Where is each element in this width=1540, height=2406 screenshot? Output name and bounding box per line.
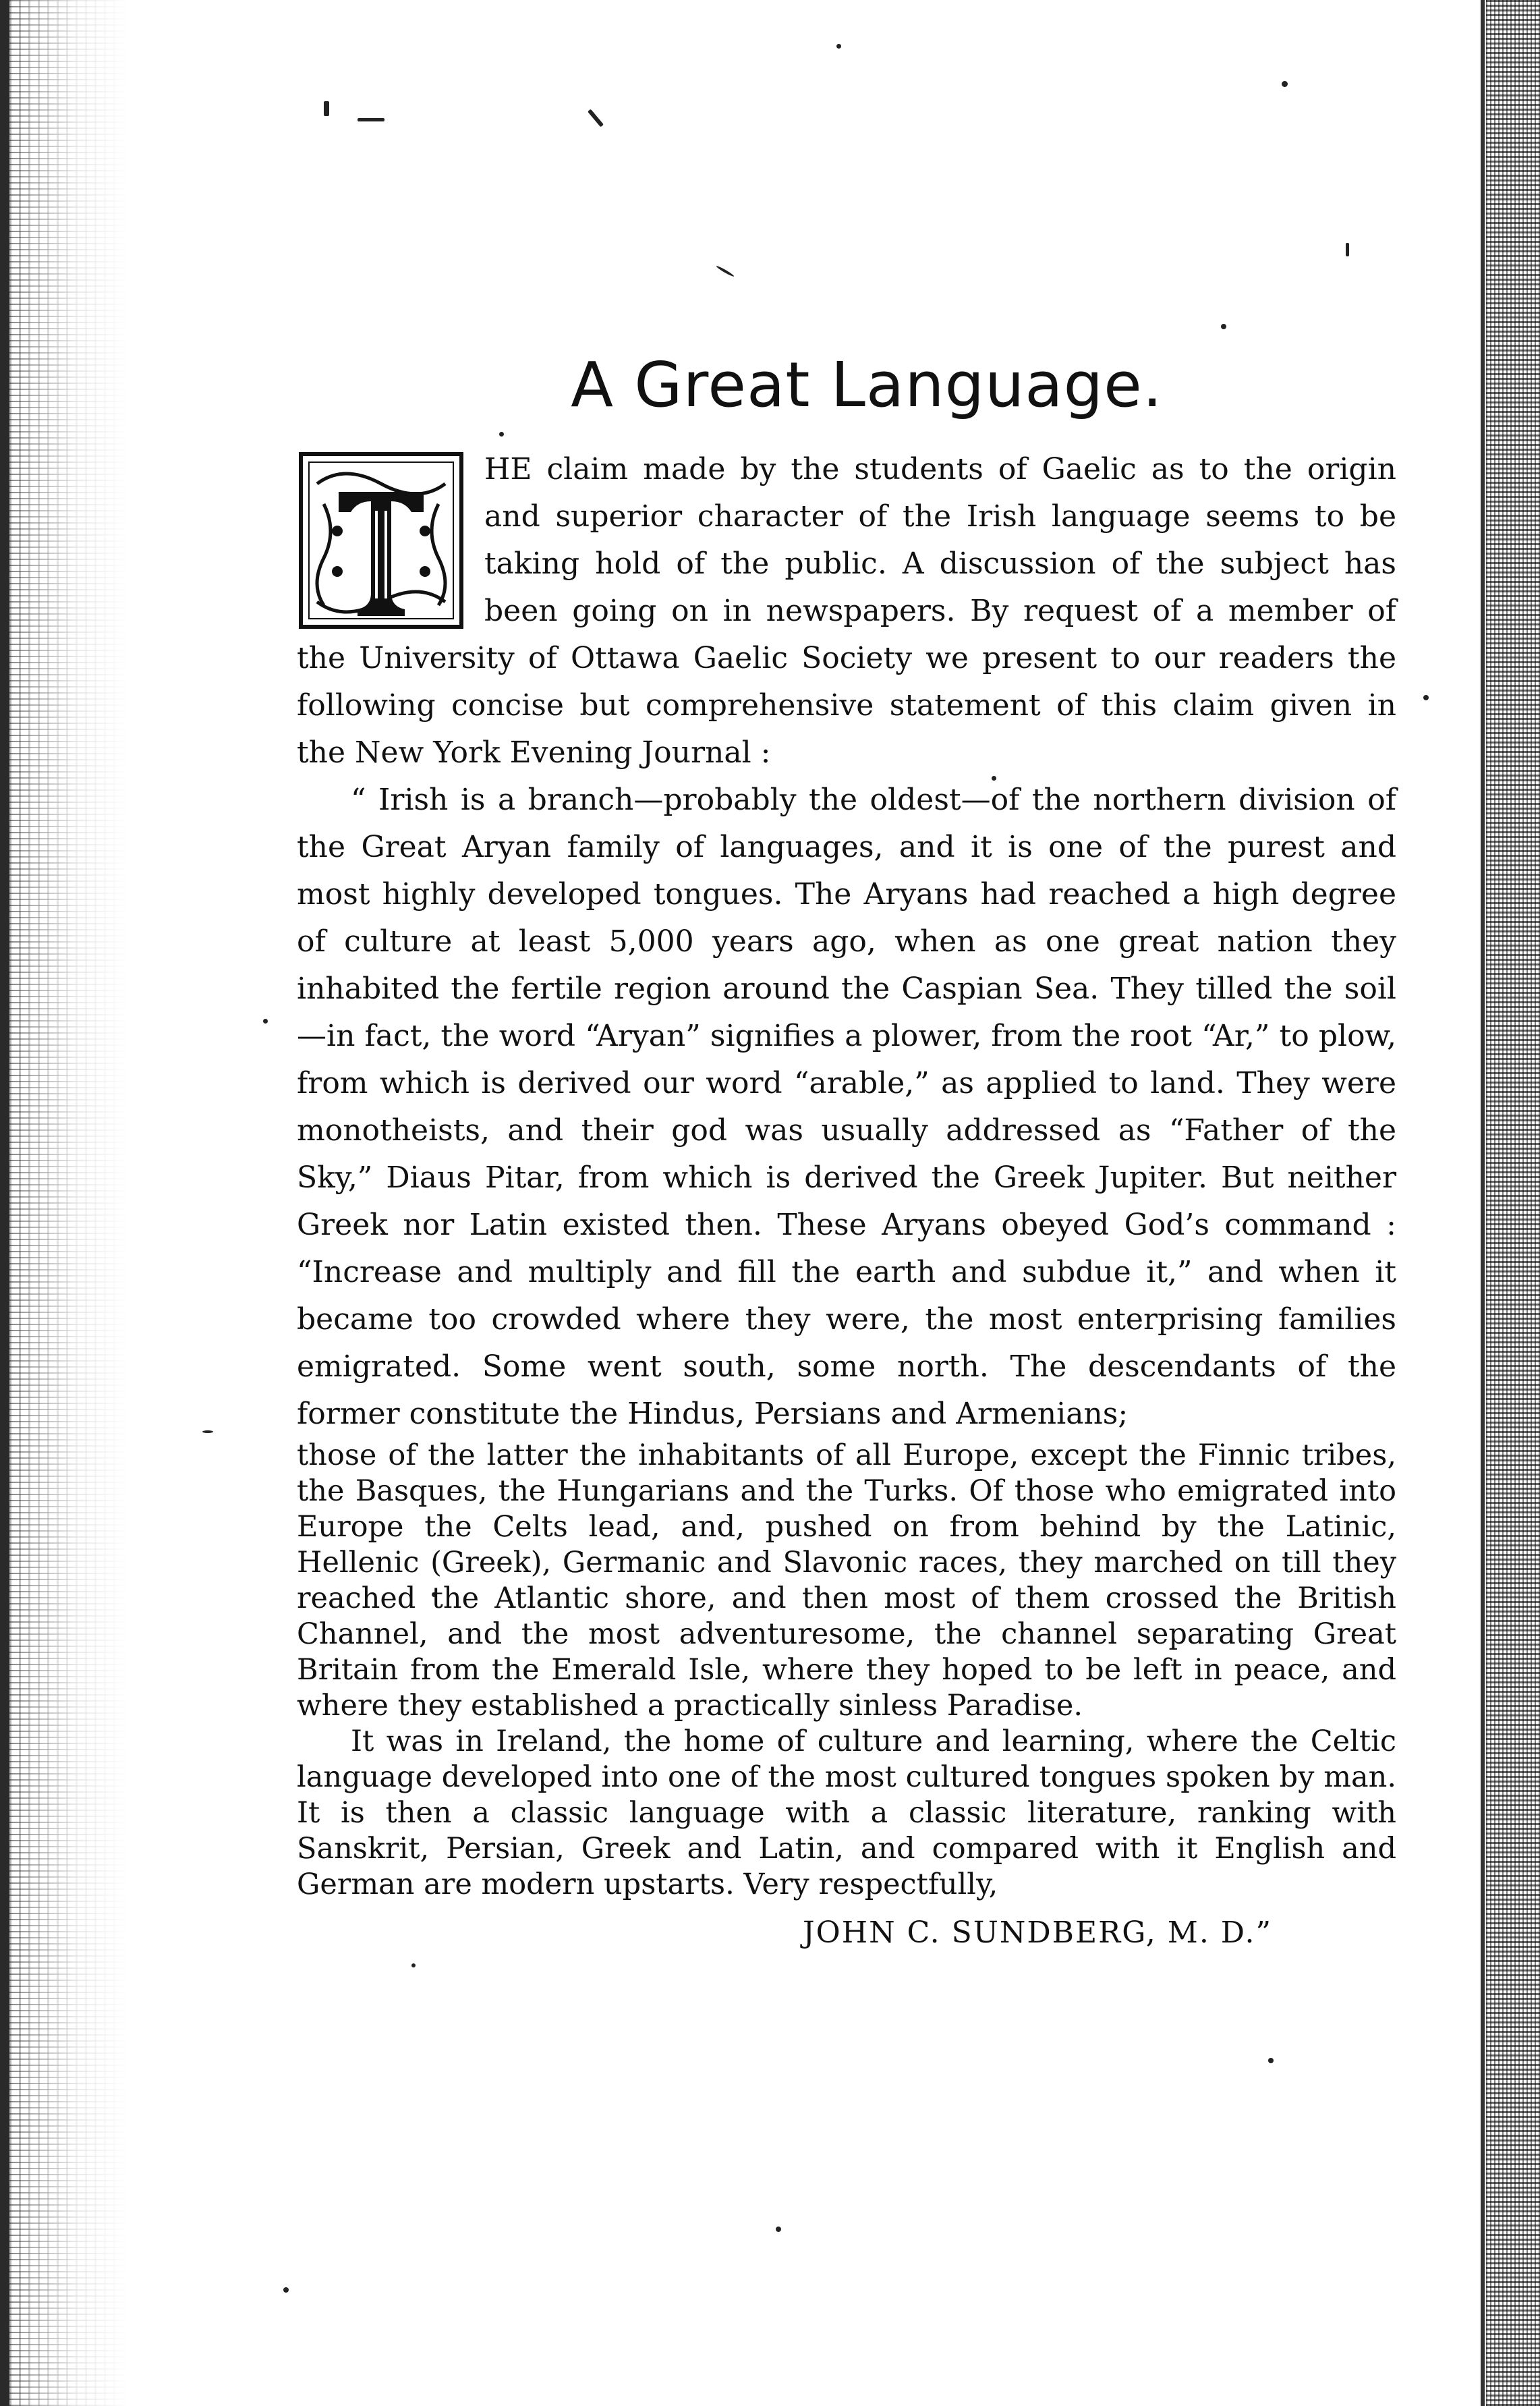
article-title: A Great Language. <box>571 349 1163 421</box>
left-page-border <box>0 0 9 2406</box>
author-signature: JOHN C. SUNDBERG, M. D.” <box>803 1915 1272 1951</box>
right-page-border <box>1481 0 1485 2406</box>
speck <box>716 265 735 277</box>
speck <box>1268 2058 1274 2063</box>
speck <box>202 1430 213 1433</box>
speck <box>263 1019 268 1024</box>
dropcap-t-ornament <box>297 450 465 631</box>
speck <box>411 1963 416 1967</box>
speck <box>283 2287 289 2293</box>
article <box>297 351 1396 1957</box>
speck <box>588 109 604 128</box>
speck <box>1346 243 1349 256</box>
speck <box>776 2227 781 2232</box>
left-page-edge <box>0 0 128 2406</box>
closing-paragraph: It was in Ireland, the home of culture and learning, where the Celtic language developed into one of the most cultured tongues spoken by man. It is then a classic language with a classic literature, ranking with Sanskrit, Persian, Greek and Latin, and compared with it English and German are modern upstarts. Very respectfully, <box>297 1725 1396 1902</box>
speck <box>836 44 841 49</box>
speck <box>1282 81 1288 87</box>
right-page-edge <box>1486 0 1540 2406</box>
continuation-paragraph: those of the latter the inhabitants of all Europe, except the Finnic tribes, the Basques, the Hungarians and the Turks. Of those who emigrated into Europe the Celts lead, and, pushed on from behind by the Latinic, Hellenic (Greek), Germanic and Slavonic races, they marched on till they reached the Atlantic shore, and then most of them crossed the British Channel, and the most adventuresome, the channel separating Great Britain from the Emerald Isle, where they hoped to be left in peace, and where they established a practically sinless Paradise. <box>297 1438 1396 1723</box>
quote-paragraph: “ Irish is a branch—probably the oldest—of the northern division of the Great Aryan family of languages, and it is one of the purest and most highly developed tongues. The Aryans had reached a high degree of culture at least 5,000 years ago, when as one great nation they inhabited the fertile region around the Caspian Sea. They tilled the soil—in fact, the word “Aryan” signifies a plower, from the root “Ar,” to plow, from which is derived our word “arable,” as applied to land. They were monotheists, and their god was usually addressed as “Father of the Sky,” Diaus Pitar, from which is derived the Greek Jupiter. But neither Greek nor Latin existed then. These Aryans obeyed God’s command : “Increase and multiply and fill the earth and subdue it,” and when it became too crowded where they were, the most enterprising families emigrated. Some went south, some north. The descendants of the former constitute the Hindus, Persians and Armenians; <box>297 783 1396 1432</box>
intro-text: HE claim made by the students of Gaelic as to the origin and superior character of the Irish language seems to be taking hold of the public. A discussion of the subject has been going on in newspapers. By request of a member of the University of Ottawa Gaelic Society we present to our readers the following concise but comprehensive statement of this claim given in the New York Evening Journal : <box>297 452 1396 771</box>
speck <box>1423 695 1429 700</box>
intro-paragraph <box>297 446 1396 777</box>
speck <box>358 118 384 121</box>
speck <box>1221 324 1226 329</box>
speck <box>324 101 329 116</box>
